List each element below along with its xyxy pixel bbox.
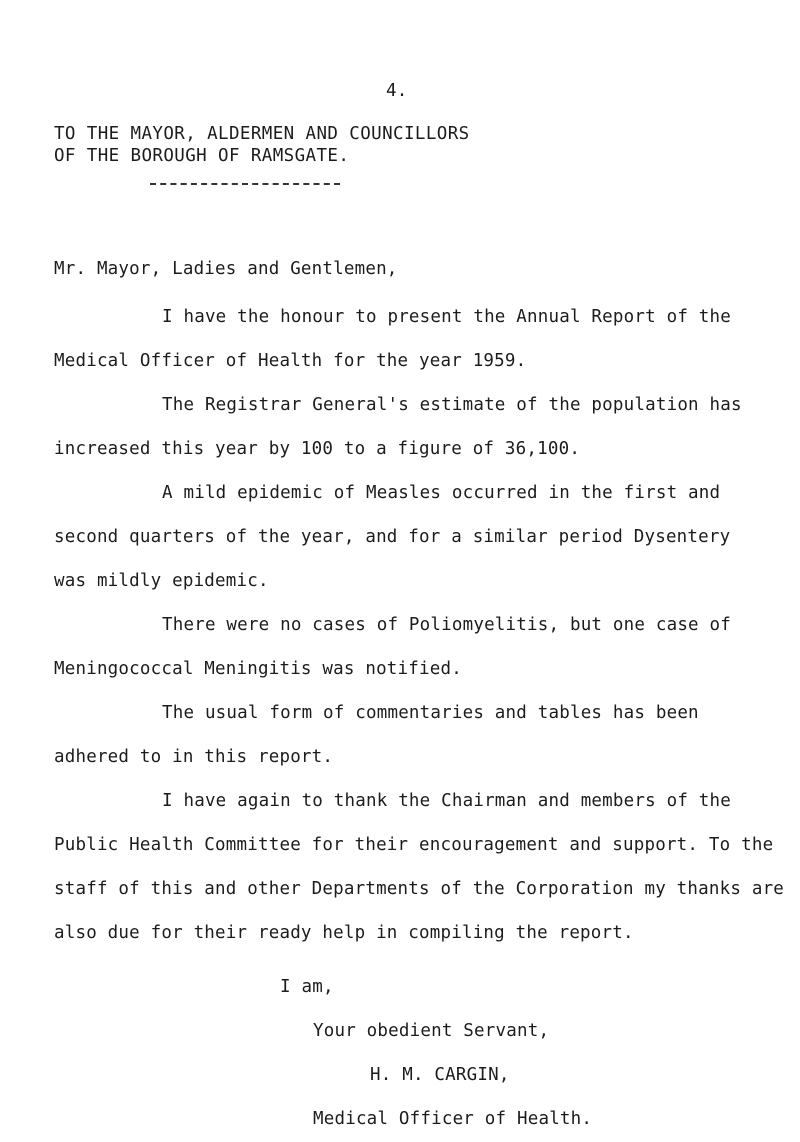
closing-i-am: I am, bbox=[280, 977, 334, 997]
body-line-4: increased this year by 100 to a figure of 36,100. bbox=[54, 439, 581, 459]
body-line-8: There were no cases of Poliomyelitis, but one case of bbox=[162, 615, 732, 635]
page-number: 4. bbox=[386, 81, 408, 101]
dashed-divider bbox=[150, 183, 340, 185]
body-line-10: The usual form of commentaries and tables has been bbox=[162, 703, 699, 723]
body-line-1: I have the honour to present the Annual Report of the bbox=[162, 307, 732, 327]
body-line-11: adhered to in this report. bbox=[54, 747, 334, 767]
body-line-13: Public Health Committee for their encouragement and support. To the bbox=[54, 835, 774, 855]
heading-line-2: OF THE BOROUGH OF RAMSGATE. bbox=[54, 146, 350, 166]
heading-line-1: TO THE MAYOR, ALDERMEN AND COUNCILLORS bbox=[54, 124, 470, 144]
closing-servant: Your obedient Servant, bbox=[313, 1021, 550, 1041]
body-line-15: also due for their ready help in compiling the report. bbox=[54, 923, 634, 943]
body-line-7: was mildly epidemic. bbox=[54, 571, 269, 591]
body-line-6: second quarters of the year, and for a similar period Dysentery bbox=[54, 527, 731, 547]
body-line-5: A mild epidemic of Measles occurred in the first and bbox=[162, 483, 721, 503]
body-line-14: staff of this and other Departments of the Corporation my thanks are bbox=[54, 879, 785, 899]
salutation: Mr. Mayor, Ladies and Gentlemen, bbox=[54, 259, 398, 279]
body-line-9: Meningococcal Meningitis was notified. bbox=[54, 659, 462, 679]
signature-title: Medical Officer of Health. bbox=[313, 1109, 593, 1129]
body-line-12: I have again to thank the Chairman and members of the bbox=[162, 791, 732, 811]
body-line-2: Medical Officer of Health for the year 1959. bbox=[54, 351, 527, 371]
signature-name: H. M. CARGIN, bbox=[370, 1065, 510, 1085]
body-line-3: The Registrar General's estimate of the population has bbox=[162, 395, 742, 415]
